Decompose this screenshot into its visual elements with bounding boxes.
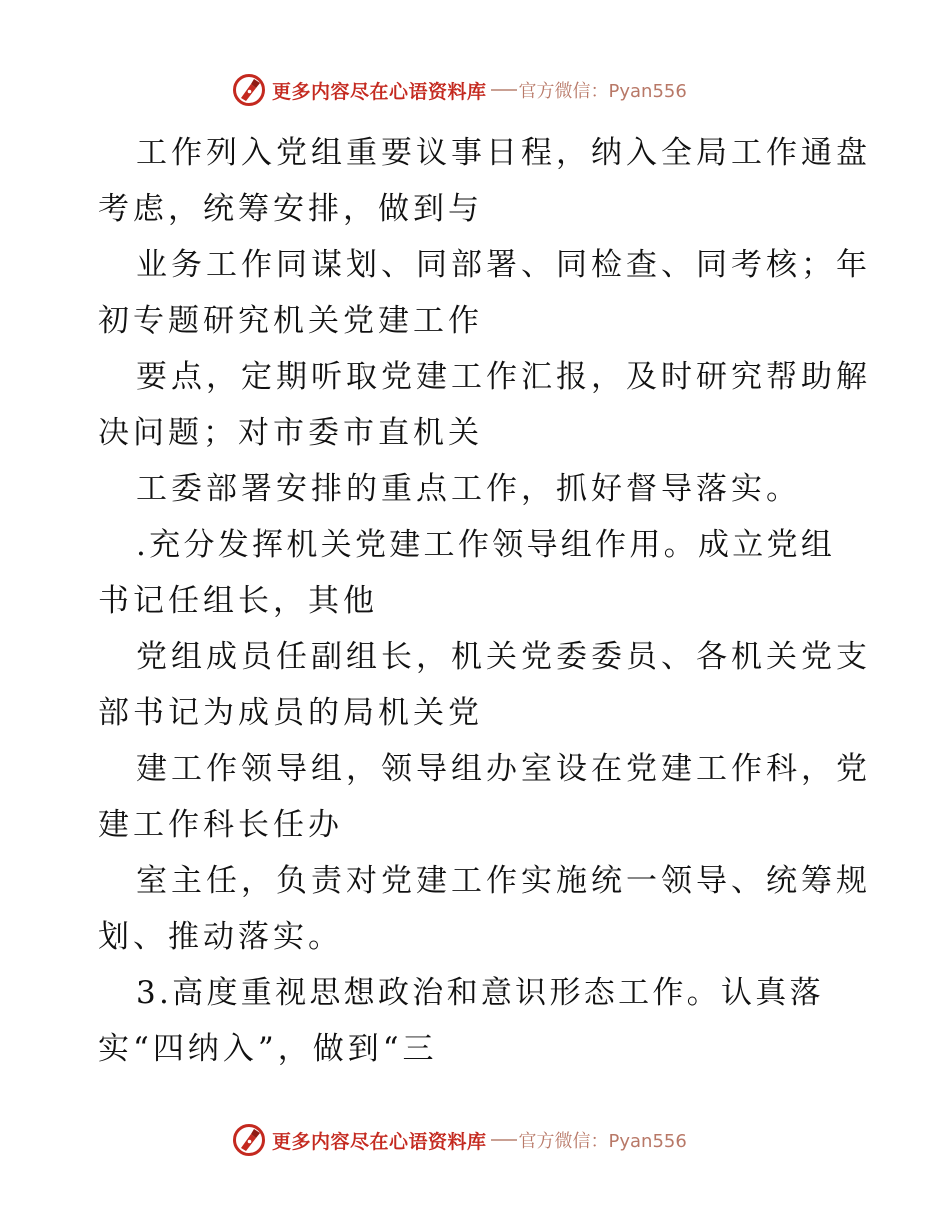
text-line: 考虑，统筹安排，做到与 (98, 191, 483, 227)
text-line: 业务工作同谋划、同部署、同检查、同考核；年 (136, 247, 871, 283)
text-line: 建工作领导组，领导组办室设在党建工作科，党 (136, 751, 871, 787)
text-line: 室主任，负责对党建工作实施统一领导、统筹规 (136, 863, 871, 899)
pen-nib-circle-icon (232, 1123, 266, 1157)
watermark-brand-text: 更多内容尽在心语资料库 (272, 1130, 487, 1153)
text-line: 要点，定期听取党建工作汇报，及时研究帮助解 (136, 359, 871, 395)
text-line: 建工作科长任办 (98, 807, 343, 843)
text-line: 决问题；对市委市直机关 (98, 415, 483, 451)
text-line: 部书记为成员的局机关党 (98, 695, 483, 731)
text-line: 工委部署安排的重点工作，抓好督导落实。 (136, 471, 801, 507)
watermark-contact-text: 官方微信：Pyan556 (518, 81, 687, 102)
document-body (98, 125, 871, 1077)
watermark-dash (491, 1139, 517, 1141)
watermark-contact-text: 官方微信：Pyan556 (518, 1131, 687, 1152)
text-line: 党组成员任副组长，机关党委委员、各机关党支 (136, 639, 871, 675)
pen-nib-circle-icon (232, 73, 266, 107)
watermark-dash (491, 89, 517, 91)
text-line: 初专题研究机关党建工作 (98, 303, 483, 339)
header-watermark (232, 72, 687, 108)
text-line: 3.高度重视思想政治和意识形态工作。认真落 (136, 975, 824, 1011)
text-line: 工作列入党组重要议事日程，纳入全局工作通盘 (136, 135, 871, 171)
text-line: 书记任组长，其他 (98, 583, 378, 619)
footer-watermark (232, 1122, 687, 1158)
text-line: 实“四纳入”，做到“三 (98, 1031, 438, 1067)
watermark-brand-text: 更多内容尽在心语资料库 (272, 80, 487, 103)
text-line: 划、推动落实。 (98, 919, 343, 955)
text-line: .充分发挥机关党建工作领导组作用。成立党组 (136, 527, 836, 563)
